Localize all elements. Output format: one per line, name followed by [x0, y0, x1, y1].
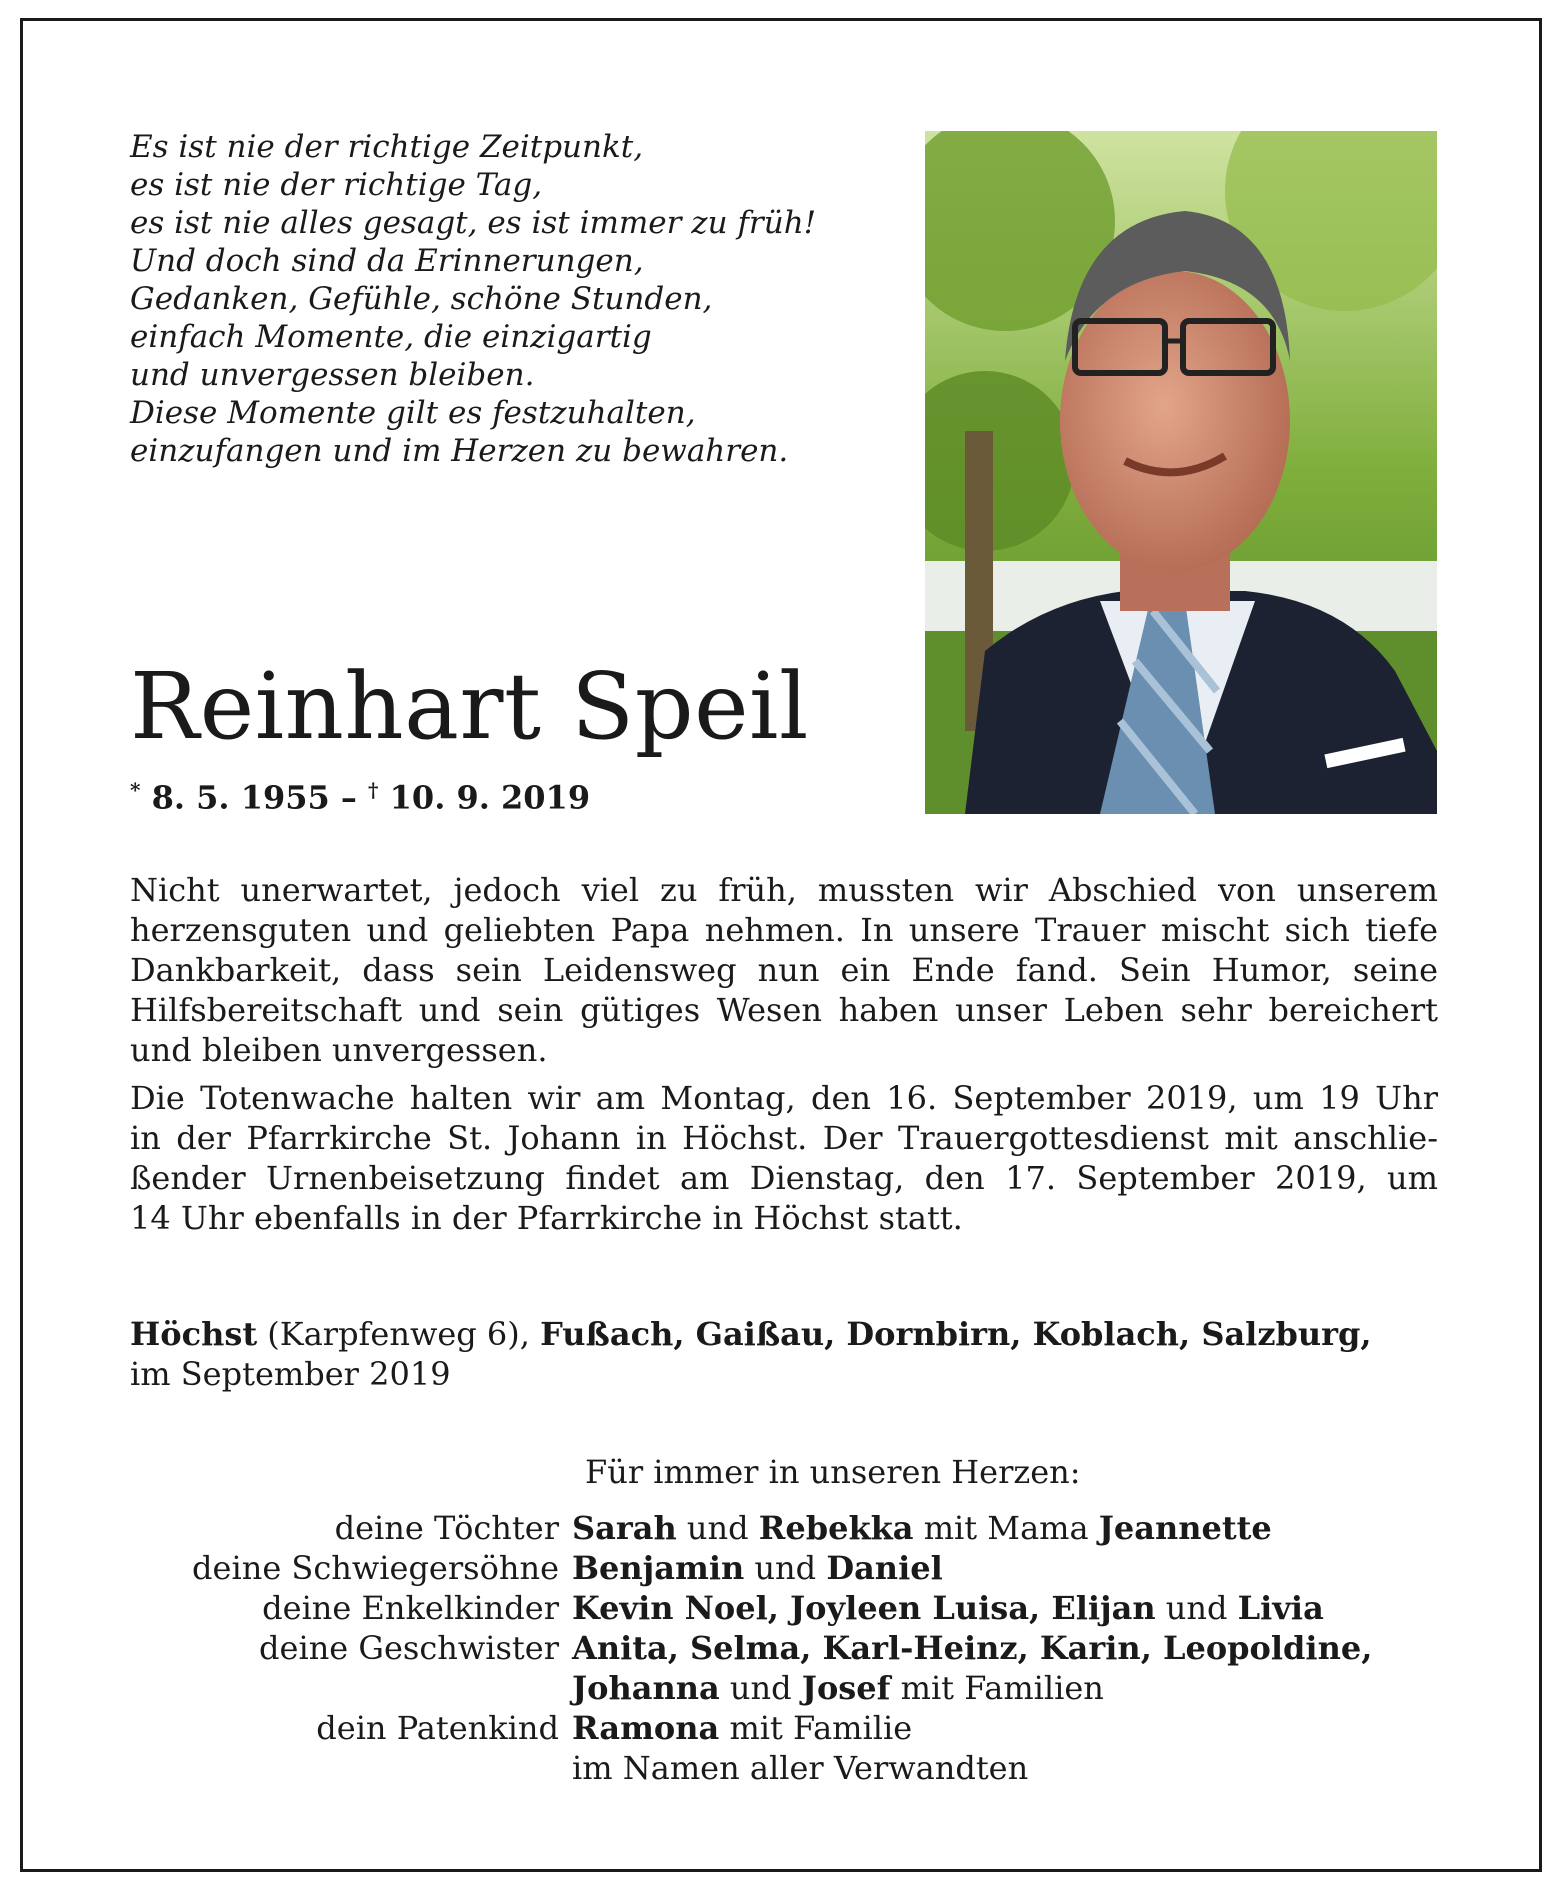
obituary-text [130, 870, 1438, 1246]
relation-label: deine Schwiegersöhne [192, 1549, 559, 1587]
connector: im Namen aller Verwandten [572, 1749, 1029, 1787]
name-bold: Jeannette [1098, 1509, 1272, 1547]
text-line: Nicht unerwartet, jedoch viel zu früh, mussten wir Abschied von unserem [130, 871, 1438, 909]
name-bold: Daniel [826, 1549, 943, 1587]
text-line: Dankbarkeit, dass sein Leidensweg nun ein Ende fand. Sein Humor, seine [130, 951, 1438, 989]
name-bold: Rebekka [758, 1509, 914, 1547]
relation-label: deine Enkelkinder [262, 1589, 559, 1627]
deceased-name: Reinhart Speil [130, 653, 809, 760]
text-line: herzensguten und geliebten Papa nehmen. In unsere Trauer mischt sich tiefe [130, 911, 1438, 949]
family-row [130, 1668, 1460, 1708]
relation-label: dein Patenkind [316, 1709, 559, 1747]
family-names [572, 1588, 1460, 1628]
address: (Karpfenweg 6), [267, 1315, 530, 1353]
poem-line: Gedanken, Gefühle, schöne Stunden, [130, 281, 713, 317]
text-line: Hilfsbereitschaft und sein gütiges Wesen haben unser Leben sehr bereichert [130, 991, 1438, 1029]
text-line: in der Pfarrkirche St. Johann in Höchst. Der Trauergottesdienst mit anschlie- [130, 1119, 1438, 1157]
name-bold: Sarah [572, 1509, 677, 1547]
connector: mit Mama [913, 1509, 1099, 1547]
places-line [130, 1314, 1438, 1354]
text-line: ßender Urnenbeisetzung findet am Dienstag, den 17. September 2019, um [130, 1159, 1438, 1197]
family-names [572, 1508, 1460, 1548]
connector: und [676, 1509, 759, 1547]
connector: mit Familien [890, 1669, 1104, 1707]
poem [130, 128, 830, 470]
name-bold: Livia [1237, 1589, 1324, 1627]
death-date: 10. 9. 2019 [389, 778, 591, 817]
birth-symbol: * [130, 778, 141, 802]
family-row [130, 1748, 1460, 1788]
relation-label [130, 1668, 572, 1708]
text-line: und bleiben unvergessen. [130, 1031, 548, 1069]
towns-other: Fußach, Gaißau, Dornbirn, Koblach, Salzburg, [540, 1315, 1372, 1353]
name-bold: Ramona [572, 1709, 720, 1747]
relation-label: deine Töchter [334, 1509, 559, 1547]
family-names [572, 1628, 1460, 1668]
poem-line: Diese Momente gilt es festzuhalten, [130, 395, 696, 431]
family-row [130, 1708, 1460, 1748]
places-and-date [130, 1314, 1438, 1394]
connector: und [1155, 1589, 1238, 1627]
family-row [130, 1508, 1460, 1548]
text-line: 14 Uhr ebenfalls in der Pfarrkirche in Höchst statt. [130, 1199, 963, 1237]
portrait-photo [925, 131, 1437, 814]
name-bold: Johanna [572, 1669, 720, 1707]
poem-line: Und doch sind da Erinnerungen, [130, 243, 644, 279]
face [1060, 271, 1290, 571]
signature-intro: Für immer in unseren Herzen: [585, 1453, 1081, 1491]
name-bold: Kevin Noel, Joyleen Luisa, Elijan [572, 1589, 1156, 1627]
text-line: Die Totenwache halten wir am Montag, den 16. September 2019, um 19 Uhr [130, 1079, 1438, 1117]
portrait-illustration [925, 131, 1437, 814]
family-names [572, 1708, 1460, 1748]
paragraph-farewell [130, 870, 1438, 1070]
date-separator: – [340, 778, 357, 817]
name-bold: Anita, Selma, Karl-Heinz, Karin, Leopoldine, [572, 1629, 1373, 1667]
connector: und [719, 1669, 802, 1707]
family-names [572, 1748, 1460, 1788]
paragraph-service [130, 1078, 1438, 1238]
poem-line: Es ist nie der richtige Zeitpunkt, [130, 129, 644, 165]
name-bold: Benjamin [572, 1549, 745, 1587]
death-symbol: † [368, 778, 379, 802]
connector: und [744, 1549, 827, 1587]
family-names [572, 1548, 1460, 1588]
family-row [130, 1628, 1460, 1668]
poem-line: es ist nie alles gesagt, es ist immer zu früh! [130, 205, 817, 241]
town-main: Höchst [130, 1315, 258, 1353]
family-signatures [130, 1508, 1460, 1788]
family-row [130, 1548, 1460, 1588]
connector: mit Familie [719, 1709, 913, 1747]
date-line: im September 2019 [130, 1355, 451, 1393]
life-dates [130, 778, 590, 817]
name-bold: Josef [801, 1669, 891, 1707]
poem-line: einfach Momente, die einzigartig [130, 319, 652, 355]
birth-date: 8. 5. 1955 [151, 778, 330, 817]
poem-line: und unvergessen bleiben. [130, 357, 535, 393]
family-names [572, 1668, 1460, 1708]
poem-line: es ist nie der richtige Tag, [130, 167, 543, 203]
relation-label: deine Geschwister [259, 1629, 559, 1667]
family-row [130, 1588, 1460, 1628]
relation-label [130, 1748, 572, 1788]
poem-line: einzufangen und im Herzen zu bewahren. [130, 433, 789, 469]
